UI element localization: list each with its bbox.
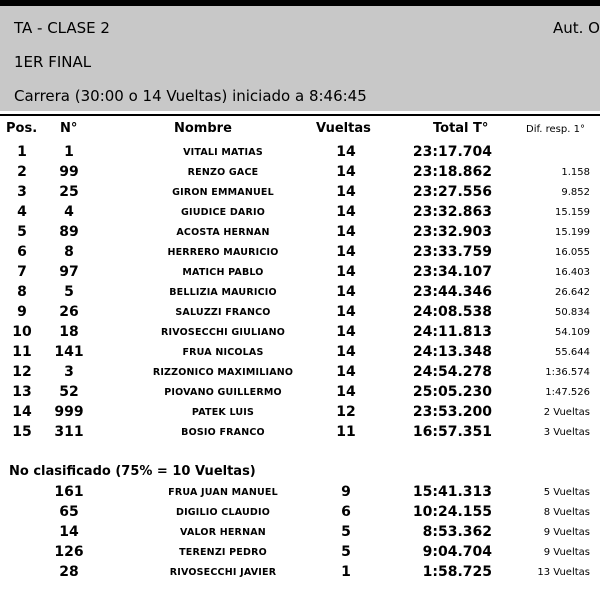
cell-pos: 9 (17, 304, 27, 320)
col-header-name: Nombre (174, 121, 232, 136)
table-row (0, 304, 600, 324)
cell-diff: 26.642 (555, 287, 590, 298)
cell-name: RIVOSECCHI JAVIER (169, 567, 277, 578)
cell-time: 23:18.862 (412, 164, 492, 180)
cell-num: 999 (54, 404, 84, 420)
table-row (0, 504, 600, 524)
cell-diff: 1:47.526 (545, 387, 590, 398)
cell-name: BOSIO FRANCO (181, 427, 265, 438)
cell-time: 23:33.759 (412, 244, 492, 260)
table-row (0, 484, 600, 504)
cell-time: 23:53.200 (412, 404, 492, 420)
not-classified-title: No clasificado (75% = 10 Vueltas) (9, 464, 256, 479)
cell-name: TERENZI PEDRO (179, 547, 267, 558)
cell-diff: 16.403 (555, 267, 590, 278)
cell-name: HERRERO MAURICIO (167, 247, 279, 258)
cell-pos: 7 (17, 264, 27, 280)
cell-pos: 6 (17, 244, 27, 260)
cell-pos: 13 (12, 384, 32, 400)
col-header-diff: Dif. resp. 1° (526, 124, 585, 135)
cell-pos: 2 (17, 164, 27, 180)
table-row (0, 524, 600, 544)
cell-pos: 15 (12, 424, 32, 440)
table-row (0, 164, 600, 184)
class-title: TA - CLASE 2 (14, 19, 110, 37)
cell-num: 141 (54, 344, 84, 360)
cell-pos: 4 (17, 204, 27, 220)
cell-num: 28 (59, 564, 79, 580)
col-header-laps: Vueltas (316, 121, 371, 136)
cell-num: 18 (59, 324, 79, 340)
cell-num: 65 (59, 504, 79, 520)
cell-time: 10:24.155 (412, 504, 492, 520)
cell-diff: 15.199 (555, 227, 590, 238)
cell-time: 23:32.903 (412, 224, 492, 240)
table-row (0, 344, 600, 364)
table-row (0, 144, 600, 164)
table-row (0, 204, 600, 224)
cell-time: 24:54.278 (412, 364, 492, 380)
cell-laps: 14 (336, 304, 356, 320)
cell-name: BELLIZIA MAURICIO (169, 287, 277, 298)
cell-diff: 50.834 (555, 307, 590, 318)
cell-name: GIRON EMMANUEL (172, 187, 274, 198)
cell-diff: 9 Vueltas (543, 547, 590, 558)
cell-diff: 2 Vueltas (543, 407, 590, 418)
cell-time: 25:05.230 (412, 384, 492, 400)
cell-diff: 16.055 (555, 247, 590, 258)
cell-time: 24:08.538 (412, 304, 492, 320)
cell-time: 23:34.107 (412, 264, 492, 280)
cell-name: PIOVANO GUILLERMO (164, 387, 282, 398)
cell-pos: 5 (17, 224, 27, 240)
cell-name: FRUA NICOLAS (182, 347, 264, 358)
cell-pos: 12 (12, 364, 32, 380)
table-row (0, 244, 600, 264)
circuit-label: Aut. O (553, 19, 600, 37)
cell-num: 8 (64, 244, 74, 260)
cell-num: 126 (54, 544, 84, 560)
session-title: 1ER FINAL (14, 53, 92, 71)
cell-name: MATICH PABLO (182, 267, 264, 278)
cell-laps: 5 (341, 544, 351, 560)
cell-diff: 9 Vueltas (543, 527, 590, 538)
cell-num: 14 (59, 524, 79, 540)
cell-num: 1 (64, 144, 74, 160)
cell-laps: 14 (336, 384, 356, 400)
cell-laps: 14 (336, 184, 356, 200)
cell-diff: 3 Vueltas (543, 427, 590, 438)
cell-laps: 14 (336, 144, 356, 160)
cell-diff: 5 Vueltas (543, 487, 590, 498)
cell-laps: 14 (336, 264, 356, 280)
table-row (0, 404, 600, 424)
cell-time: 23:27.556 (412, 184, 492, 200)
cell-num: 26 (59, 304, 79, 320)
cell-time: 23:44.346 (412, 284, 492, 300)
table-row (0, 424, 600, 444)
cell-name: RIVOSECCHI GIULIANO (161, 327, 285, 338)
cell-diff: 1:36.574 (545, 367, 590, 378)
race-header-banner (0, 6, 600, 111)
cell-time: 9:04.704 (422, 544, 492, 560)
cell-laps: 9 (341, 484, 351, 500)
cell-time: 23:32.863 (412, 204, 492, 220)
cell-num: 89 (59, 224, 79, 240)
cell-laps: 14 (336, 164, 356, 180)
cell-time: 15:41.313 (412, 484, 492, 500)
cell-diff: 15.159 (555, 207, 590, 218)
cell-time: 16:57.351 (412, 424, 492, 440)
cell-laps: 6 (341, 504, 351, 520)
cell-name: RENZO GACE (187, 167, 259, 178)
cell-num: 311 (54, 424, 84, 440)
cell-time: 23:17.704 (412, 144, 492, 160)
cell-laps: 1 (341, 564, 351, 580)
cell-pos: 11 (12, 344, 32, 360)
cell-laps: 11 (336, 424, 356, 440)
cell-diff: 8 Vueltas (543, 507, 590, 518)
cell-name: RIZZONICO MAXIMILIANO (152, 367, 294, 378)
cell-laps: 14 (336, 364, 356, 380)
race-info: Carrera (30:00 o 14 Vueltas) iniciado a 8:46:45 (14, 87, 367, 105)
cell-pos: 10 (12, 324, 32, 340)
cell-laps: 14 (336, 344, 356, 360)
cell-laps: 12 (336, 404, 356, 420)
cell-pos: 8 (17, 284, 27, 300)
cell-laps: 14 (336, 204, 356, 220)
cell-name: FRUA JUAN MANUEL (168, 487, 278, 498)
cell-name: VALOR HERNAN (180, 527, 266, 538)
table-row (0, 544, 600, 564)
cell-name: ACOSTA HERNAN (176, 227, 270, 238)
cell-laps: 5 (341, 524, 351, 540)
table-row (0, 184, 600, 204)
cell-laps: 14 (336, 244, 356, 260)
cell-num: 25 (59, 184, 79, 200)
cell-name: SALUZZI FRANCO (175, 307, 271, 318)
cell-num: 161 (54, 484, 84, 500)
table-row (0, 384, 600, 404)
cell-pos: 1 (17, 144, 27, 160)
cell-num: 52 (59, 384, 79, 400)
table-row (0, 284, 600, 304)
cell-time: 24:11.813 (412, 324, 492, 340)
col-header-pos: Pos. (6, 121, 38, 136)
cell-name: VITALI MATIAS (183, 147, 263, 158)
cell-diff: 55.644 (555, 347, 590, 358)
cell-num: 4 (64, 204, 74, 220)
table-row (0, 564, 600, 584)
table-row (0, 224, 600, 244)
header-divider (0, 114, 600, 116)
col-header-total-time: Total T° (433, 121, 489, 136)
table-row (0, 264, 600, 284)
cell-time: 24:13.348 (412, 344, 492, 360)
cell-laps: 14 (336, 224, 356, 240)
cell-diff: 54.109 (555, 327, 590, 338)
cell-name: PATEK LUIS (191, 407, 255, 418)
cell-num: 97 (59, 264, 79, 280)
cell-laps: 14 (336, 324, 356, 340)
cell-num: 99 (59, 164, 79, 180)
cell-name: GIUDICE DARIO (181, 207, 265, 218)
cell-diff: 9.852 (561, 187, 590, 198)
table-row (0, 364, 600, 384)
cell-time: 1:58.725 (422, 564, 492, 580)
table-row (0, 324, 600, 344)
cell-laps: 14 (336, 284, 356, 300)
cell-num: 3 (64, 364, 74, 380)
cell-pos: 3 (17, 184, 27, 200)
cell-num: 5 (64, 284, 74, 300)
cell-diff: 1.158 (561, 167, 590, 178)
cell-pos: 14 (12, 404, 32, 420)
cell-name: DIGILIO CLAUDIO (175, 507, 271, 518)
cell-diff: 13 Vueltas (537, 567, 590, 578)
cell-time: 8:53.362 (422, 524, 492, 540)
col-header-num: N° (60, 121, 78, 136)
